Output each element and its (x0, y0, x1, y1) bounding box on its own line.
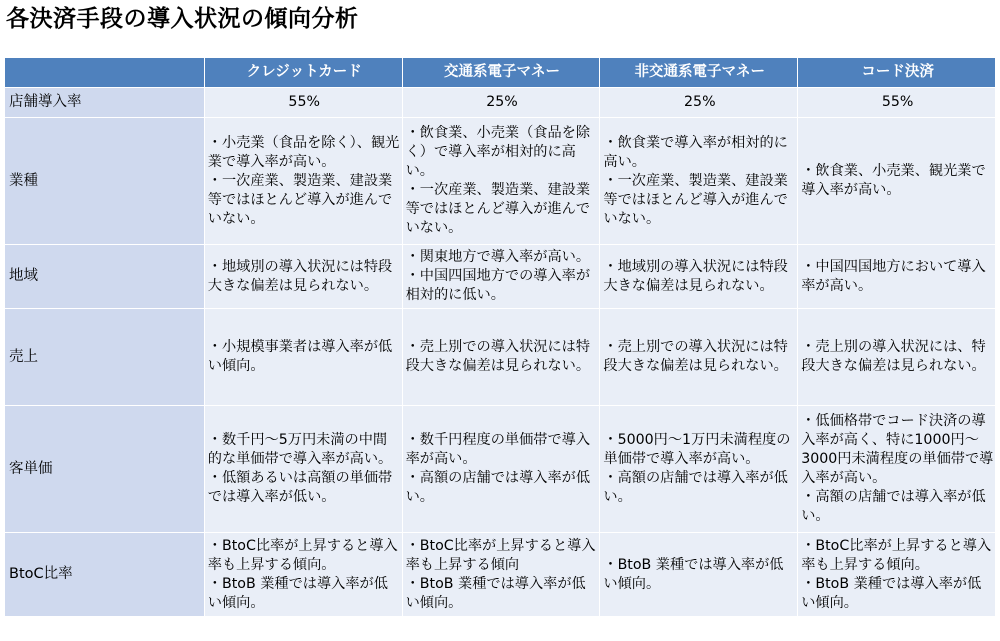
cell-text: ・数千円～5万円未満の中間的な単価帯で導入率が高い。 (207, 432, 393, 467)
cell-text: ・一次産業、製造業、建設業等ではほとんど導入が進んでいない。 (603, 172, 788, 227)
cell-text: ・小売業（食品を除く）、観光業で導入率が高い。 (207, 134, 400, 170)
payment-adoption-table (4, 57, 996, 617)
cell-text: ・高額の店舗では導入率が低い。 (801, 489, 986, 524)
cell-text: ・飲食業、小売業（食品を除く）で導入率が相対的に高い。 (405, 125, 591, 179)
cell-sales-transit-emoney (402, 309, 600, 406)
row-label-adoption-rate: 店舗導入率 (5, 88, 205, 118)
cell-btoc-transit-emoney (402, 533, 600, 617)
table-row (5, 88, 996, 118)
cell-btoc-code-payment (798, 533, 996, 617)
cell-sales-code-payment (798, 309, 996, 406)
cell-text: ・飲食業、小売業、観光業で導入率が高い。 (801, 163, 986, 198)
table-row (5, 245, 996, 309)
row-label-unit-price: 客単価 (5, 406, 205, 533)
cell-sales-credit-card (204, 309, 402, 406)
cell-price-nontransit-emoney (600, 406, 798, 533)
header-corner (5, 58, 205, 88)
cell-text: ・BtoB 業種では導入率が低い傾向。 (207, 575, 388, 611)
cell-industry-credit-card (204, 118, 402, 245)
cell-text: ・BtoB 業種では導入率が低い傾向。 (801, 575, 982, 611)
cell-text: 25% (684, 94, 716, 110)
cell-adoption-code-payment (798, 88, 996, 118)
cell-text: ・飲食業で導入率が相対的に高い。 (603, 134, 788, 170)
cell-text: ・BtoC比率が上昇すると導入率も上昇する傾向。 (207, 537, 398, 573)
cell-text: ・売上別での導入状況には特段大きな偏差は見られない。 (603, 339, 788, 374)
table-row (5, 309, 996, 406)
cell-text: ・地域別の導入状況には特段大きな偏差は見られない。 (603, 258, 788, 294)
cell-text: ・数千円程度の単価帯で導入率が高い。 (405, 432, 591, 467)
header-credit-card: クレジットカード (204, 58, 402, 88)
cell-text: ・一次産業、製造業、建設業等ではほとんど導入が進んでいない。 (207, 172, 393, 227)
cell-price-credit-card (204, 406, 402, 533)
cell-adoption-credit-card (204, 88, 402, 118)
table-row (5, 118, 996, 245)
cell-text: ・5000円～1万円未満程度の単価帯で導入率が高い。 (603, 432, 791, 467)
cell-btoc-nontransit-emoney (600, 533, 798, 617)
header-row (5, 58, 996, 88)
cell-text: ・小規模事業者は導入率が低い傾向。 (207, 339, 393, 374)
cell-text: ・BtoC比率が上昇すると導入率も上昇する傾向。 (801, 537, 992, 573)
cell-price-transit-emoney (402, 406, 600, 533)
cell-text: ・一次産業、製造業、建設業等ではほとんど導入が進んでいない。 (405, 182, 591, 236)
cell-text: ・高額の店舗では導入率が低い。 (603, 470, 788, 505)
cell-btoc-credit-card (204, 533, 402, 617)
cell-region-code-payment (798, 245, 996, 309)
cell-region-credit-card (204, 245, 402, 309)
header-transit-emoney: 交通系電子マネー (402, 58, 600, 88)
cell-text: ・関東地方で導入率が高い。 (405, 249, 591, 265)
cell-text: ・高額の店舗では導入率が低い。 (405, 470, 591, 505)
table-row (5, 533, 996, 617)
row-label-sales: 売上 (5, 309, 205, 406)
cell-text: ・BtoB 業種では導入率が低い傾向。 (405, 575, 586, 611)
cell-text: ・BtoC比率が上昇すると導入率も上昇する傾向 (405, 537, 596, 573)
cell-region-transit-emoney (402, 245, 600, 309)
cell-text: ・中国四国地方での導入率が相対的に低い。 (405, 268, 591, 303)
cell-price-code-payment (798, 406, 996, 533)
cell-text: 25% (486, 94, 518, 110)
header-nontransit-emoney: 非交通系電子マネー (600, 58, 798, 88)
cell-text: ・低額あるいは高額の単価帯では導入率が低い。 (207, 470, 393, 505)
cell-text: 55% (288, 94, 320, 110)
cell-industry-code-payment (798, 118, 996, 245)
cell-text: 55% (881, 94, 914, 110)
cell-adoption-transit-emoney (402, 88, 600, 118)
cell-adoption-nontransit-emoney (600, 88, 798, 118)
cell-sales-nontransit-emoney (600, 309, 798, 406)
header-code-payment: コード決済 (798, 58, 996, 88)
row-label-btoc-ratio: BtoC比率 (5, 533, 205, 617)
cell-region-nontransit-emoney (600, 245, 798, 309)
cell-text: ・低価格帯でコード決済の導入率が高く、特に1000円～3000円未満程度の単価帯で導入率が高い。 (801, 413, 994, 486)
cell-industry-nontransit-emoney (600, 118, 798, 245)
page-title: 各決済手段の導入状況の傾向分析 (6, 6, 359, 32)
row-label-region: 地域 (5, 245, 205, 309)
row-label-industry: 業種 (5, 118, 205, 245)
cell-industry-transit-emoney (402, 118, 600, 245)
cell-text: ・売上別での導入状況には特段大きな偏差は見られない。 (405, 339, 591, 374)
cell-text: ・売上別の導入状況には、特段大きな偏差は見られない。 (801, 339, 986, 374)
cell-text: ・中国四国地方において導入率が高い。 (801, 258, 986, 294)
cell-text: ・地域別の導入状況には特段大きな偏差は見られない。 (207, 258, 393, 294)
table-row (5, 406, 996, 533)
cell-text: ・BtoB 業種では導入率が低い傾向。 (603, 556, 784, 592)
